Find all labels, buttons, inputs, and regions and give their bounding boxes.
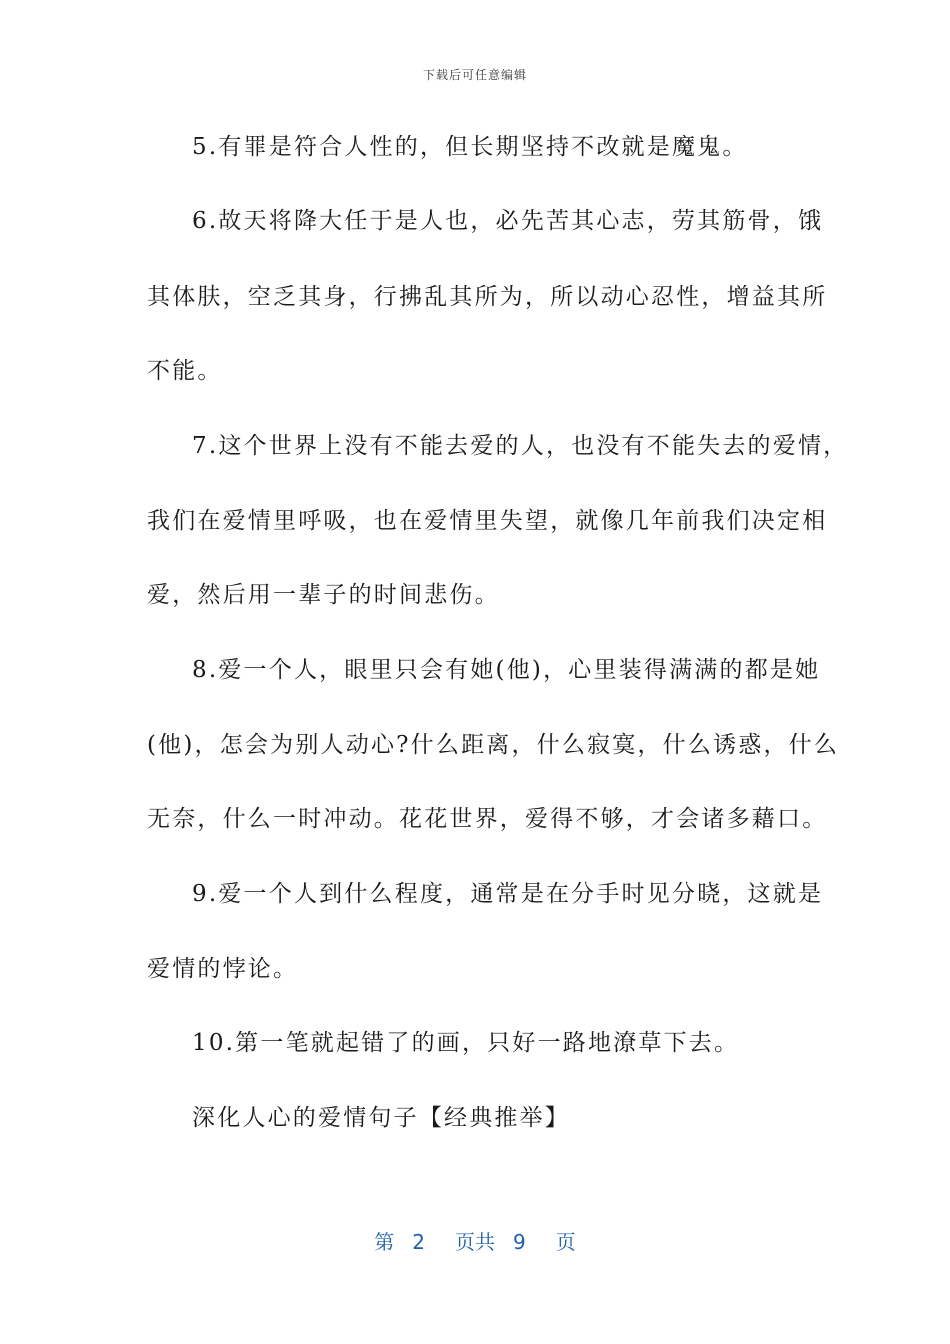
current-page-number: 2 bbox=[412, 1230, 425, 1254]
paragraph-line-9: (他)，怎会为别人动心?什么距离，什么寂寞，什么诱惑，什么 bbox=[147, 732, 840, 758]
paragraph-line-7: 爱，然后用一辈子的时间悲伤。 bbox=[147, 582, 500, 608]
paragraph-line-13: 10.第一笔就起错了的画，只好一路地潦草下去。 bbox=[192, 1030, 740, 1056]
paragraph-line-8: 8.爱一个人，眼里只会有她(他)，心里装得满满的都是她 bbox=[192, 657, 821, 683]
total-pages-number: 9 bbox=[513, 1230, 526, 1254]
footer-prefix: 第 bbox=[374, 1230, 395, 1254]
page-footer bbox=[0, 1226, 950, 1255]
footer-mid: 页共 bbox=[455, 1230, 495, 1254]
paragraph-line-3: 其体肤，空乏其身，行拂乱其所为，所以动心忍性，增益其所 bbox=[147, 284, 828, 310]
paragraph-line-4: 不能。 bbox=[147, 358, 223, 384]
paragraph-line-5: 7.这个世界上没有不能去爱的人，也没有不能失去的爱情， bbox=[192, 433, 849, 459]
paragraph-line-1: 5.有罪是符合人性的，但长期坚持不改就是魔鬼。 bbox=[192, 134, 748, 160]
header-note: 下载后可任意编辑 bbox=[422, 68, 527, 82]
paragraph-line-10: 无奈，什么一时冲动。花花世界，爱得不够，才会诸多藉口。 bbox=[147, 806, 828, 832]
footer-suffix: 页 bbox=[555, 1230, 576, 1254]
paragraph-line-12: 爱情的悖论。 bbox=[147, 956, 299, 982]
paragraph-line-2: 6.故天将降大任于是人也，必先苦其心志，劳其筋骨，饿 bbox=[192, 208, 824, 234]
paragraph-line-6: 我们在爱情里呼吸，也在爱情里失望，就像几年前我们决定相 bbox=[147, 508, 828, 534]
section-heading: 深化人心的爱情句子【经典推举】 bbox=[192, 1105, 570, 1131]
paragraph-line-11: 9.爱一个人到什么程度，通常是在分手时见分晓，这就是 bbox=[192, 881, 824, 907]
